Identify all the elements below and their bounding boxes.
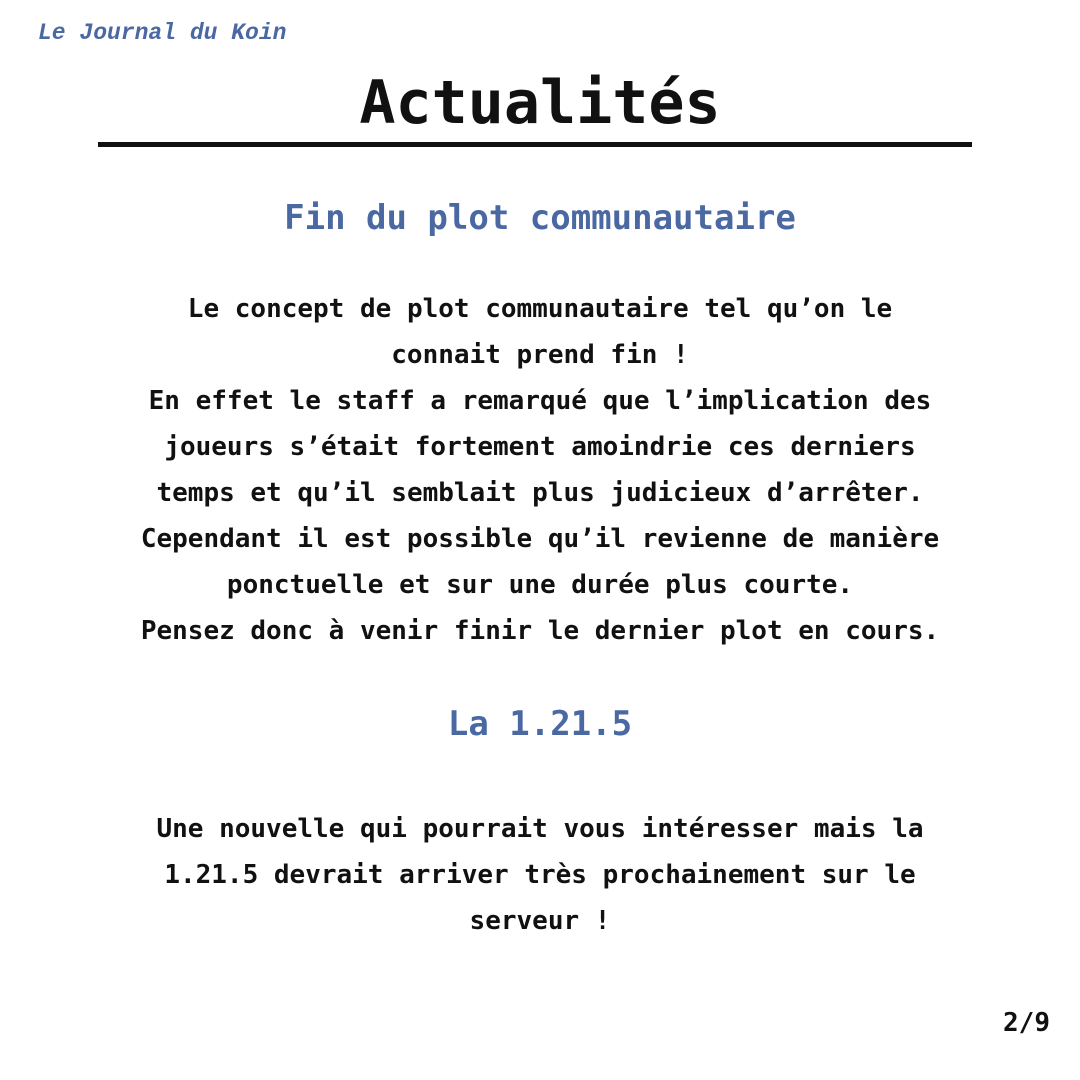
section-body-update [40, 806, 1040, 944]
body-line: temps et qu’il semblait plus judicieux d’arrêter. [156, 478, 924, 508]
body-line: Cependant il est possible qu’il revienne de manière [140, 524, 940, 554]
body-line: En effet le staff a remarqué que l’implication des [148, 386, 932, 416]
body-line: joueurs s’était fortement amoindrie ces derniers [164, 432, 916, 462]
section-heading-plot: Fin du plot communautaire [284, 198, 796, 238]
body-line: ponctuelle et sur une durée plus courte. [226, 570, 854, 600]
publication-name: Le Journal du Koin [38, 20, 287, 46]
section-heading-update: La 1.21.5 [447, 704, 633, 744]
section-body-plot [40, 286, 1040, 654]
body-line: Une nouvelle qui pourrait vous intéresser mais la [156, 814, 924, 844]
body-line: connait prend fin ! [391, 340, 689, 370]
title-divider [98, 142, 972, 147]
body-line: 1.21.5 devrait arriver très prochainement sur le [164, 860, 916, 890]
page-number: 2/9 [1003, 1008, 1050, 1038]
body-line: Le concept de plot communautaire tel qu’on le [187, 294, 893, 324]
page-title: Actualités [359, 68, 721, 138]
body-line: Pensez donc à venir finir le dernier plot en cours. [140, 616, 940, 646]
body-line: serveur ! [469, 906, 611, 936]
